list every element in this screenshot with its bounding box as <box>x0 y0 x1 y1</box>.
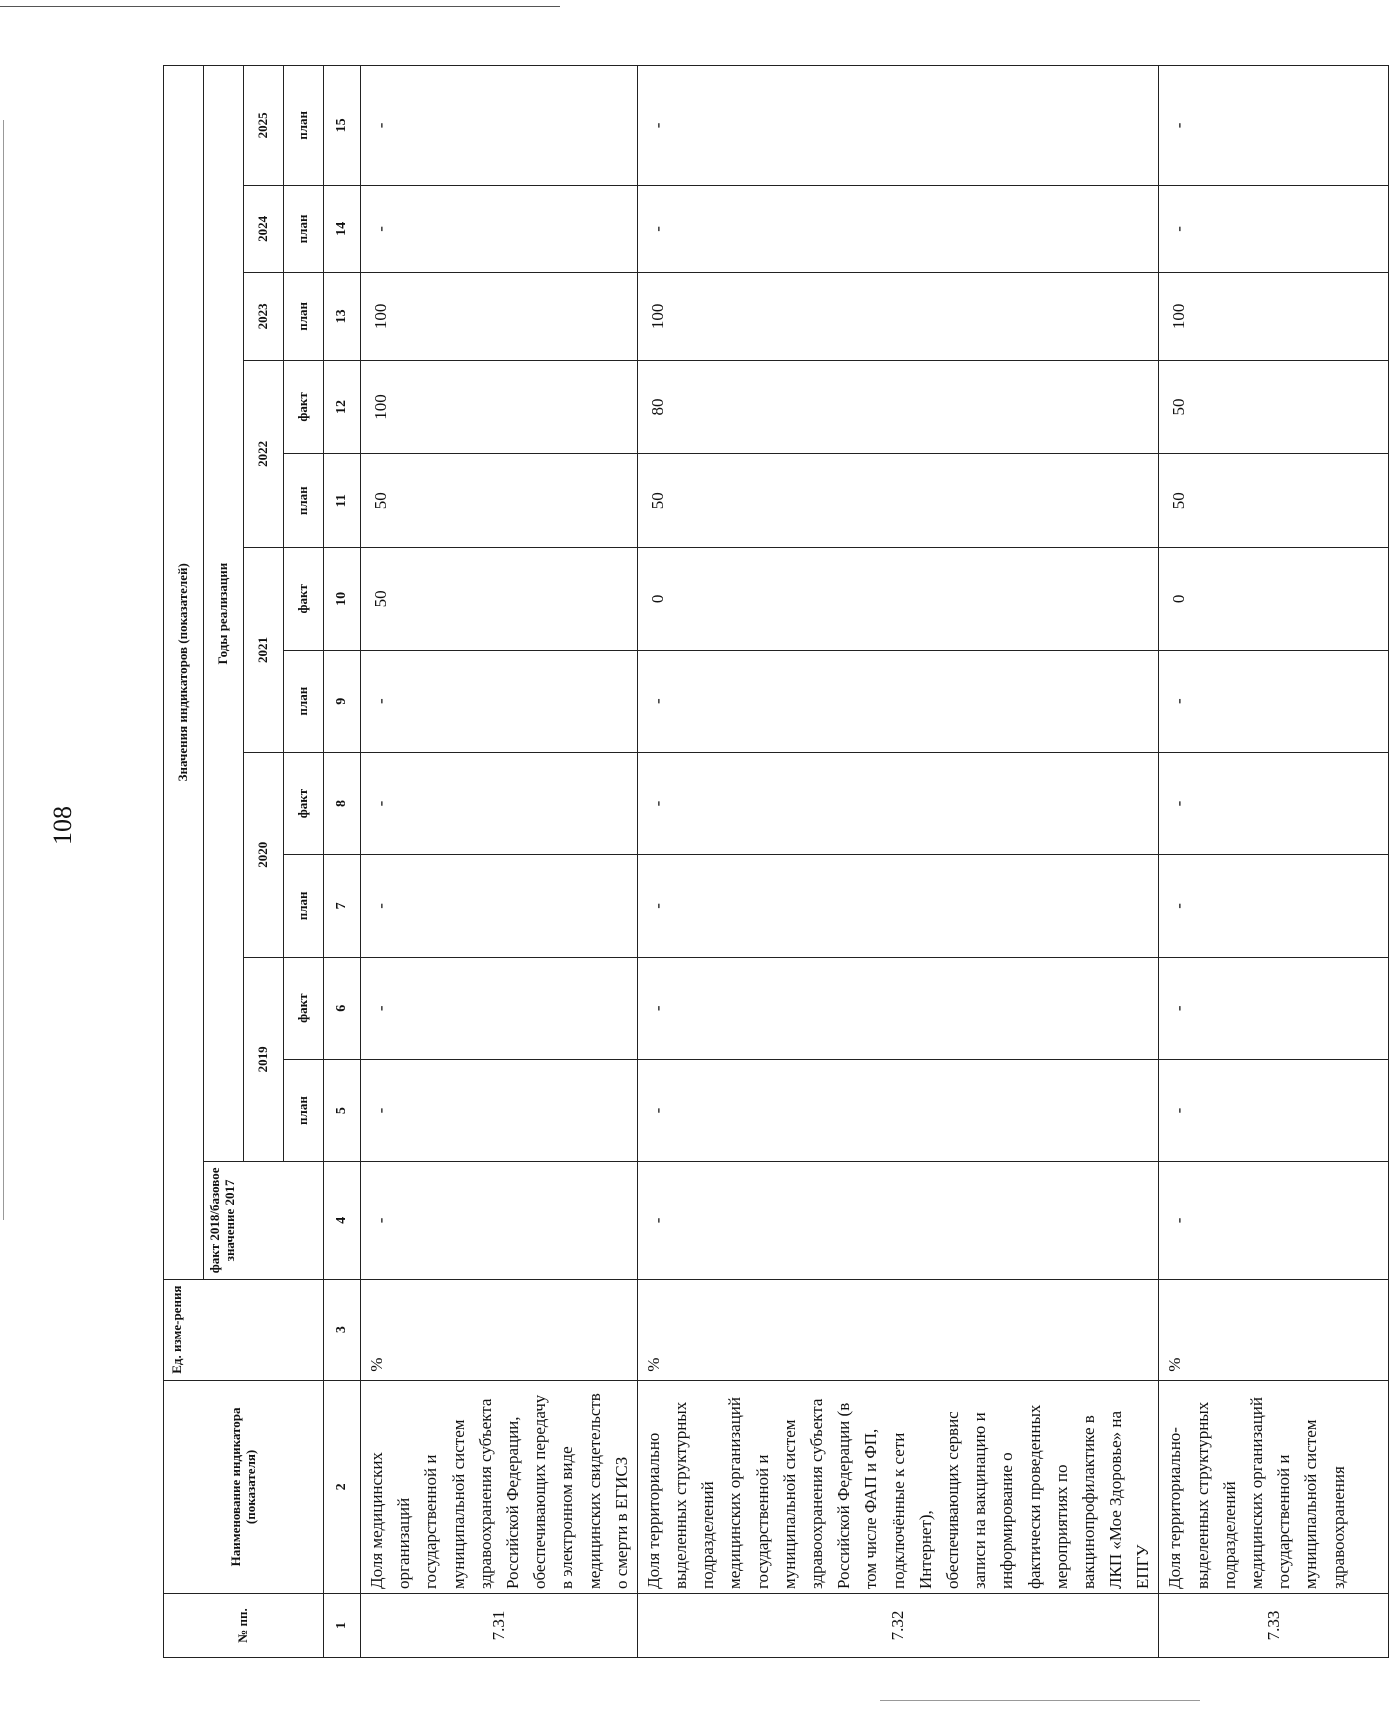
indicator-name: Доля медицинских организаций государственной и муниципальной систем здравоохранения субъекта Российской Федерации, обеспечивающих передачу в электронном виде медицинских свидетельств о смерти в ЕГИСЗ <box>361 1380 638 1593</box>
value-2021-fact: 0 <box>1159 548 1389 650</box>
value-2019-plan: - <box>1159 1059 1389 1161</box>
column-number: 2 <box>324 1380 361 1593</box>
value-2022-plan: 50 <box>637 454 1159 548</box>
value-2020-fact: - <box>637 752 1159 854</box>
value-2022-fact: 80 <box>637 360 1159 454</box>
table-row <box>361 66 638 1658</box>
value-2024-plan: - <box>1159 185 1389 272</box>
value-2023-plan: 100 <box>637 273 1159 360</box>
value-2025-plan: - <box>1159 66 1389 186</box>
row-number: 7.33 <box>1159 1594 1389 1658</box>
header-year-2024: 2024 <box>244 185 284 272</box>
value-2020-plan: - <box>637 855 1159 957</box>
value-2021-fact: 0 <box>637 548 1159 650</box>
header-plan: план <box>284 273 324 360</box>
header-year-2020: 2020 <box>244 752 284 957</box>
header-plan: план <box>284 66 324 186</box>
bottom-edge-line <box>880 1700 1200 1701</box>
header-plan: план <box>284 185 324 272</box>
value-2022-plan: 50 <box>361 454 638 548</box>
column-number: 12 <box>324 360 361 454</box>
value-2020-fact: - <box>1159 752 1389 854</box>
value-2020-plan: - <box>1159 855 1389 957</box>
value-2021-plan: - <box>637 650 1159 752</box>
header-year-2021: 2021 <box>244 548 284 753</box>
column-number: 11 <box>324 454 361 548</box>
value-2021-fact: 50 <box>361 548 638 650</box>
page-number: 108 <box>48 806 77 845</box>
value-2021-plan: - <box>361 650 638 752</box>
table-row <box>637 66 1159 1658</box>
column-number: 7 <box>324 855 361 957</box>
row-number: 7.32 <box>637 1594 1159 1658</box>
value-2025-plan: - <box>361 66 638 186</box>
value-2021-plan: - <box>1159 650 1389 752</box>
column-number: 3 <box>324 1279 361 1380</box>
header-base: факт 2018/базовое значение 2017 <box>204 1162 324 1279</box>
header-fact: факт <box>284 752 324 854</box>
indicator-table-rotated <box>163 65 1348 1658</box>
value-2019-plan: - <box>361 1059 638 1161</box>
column-number: 4 <box>324 1162 361 1279</box>
header-plan: план <box>284 855 324 957</box>
value-2019-fact: - <box>361 957 638 1059</box>
header-plan: план <box>284 1059 324 1161</box>
table-row <box>1159 66 1389 1658</box>
value-2024-plan: - <box>637 185 1159 272</box>
value-2025-plan: - <box>637 66 1159 186</box>
header-year-2022: 2022 <box>244 360 284 548</box>
column-number: 10 <box>324 548 361 650</box>
value-2023-plan: 100 <box>1159 273 1389 360</box>
header-year-2019: 2019 <box>244 957 284 1162</box>
column-number: 1 <box>324 1594 361 1658</box>
column-number: 6 <box>324 957 361 1059</box>
value-2019-fact: - <box>1159 957 1389 1059</box>
base-value: - <box>361 1162 638 1279</box>
unit-value: % <box>361 1279 638 1380</box>
indicator-name: Доля территориально выделенных структурных подразделений медицинских организаций государственной и муниципальной систем здравоохранения субъекта Российской Федерации (в том числе ФАП и ФП, подключённые к сети Интернет), обеспечивающих сервис записи на вакцинацию и информирование о фактически проведенных мероприятиях по вакцинопрофилактике в ЛКП «Мое Здоровье» на ЕПГУ <box>637 1380 1159 1593</box>
value-2020-fact: - <box>361 752 638 854</box>
header-fact: факт <box>284 360 324 454</box>
value-2022-fact: 100 <box>361 360 638 454</box>
base-value: - <box>1159 1162 1389 1279</box>
header-fact: факт <box>284 548 324 650</box>
column-number: 14 <box>324 185 361 272</box>
header-indicator-values: Значения индикаторов (показателей) <box>164 66 204 1280</box>
value-2022-plan: 50 <box>1159 454 1389 548</box>
value-2024-plan: - <box>361 185 638 272</box>
header-plan: план <box>284 650 324 752</box>
header-no: № пп. <box>164 1594 324 1658</box>
row-number: 7.31 <box>361 1594 638 1658</box>
value-2023-plan: 100 <box>361 273 638 360</box>
indicator-table <box>163 65 1389 1658</box>
unit-value: % <box>1159 1279 1389 1380</box>
value-2019-plan: - <box>637 1059 1159 1161</box>
base-value: - <box>637 1162 1159 1279</box>
top-edge-line <box>0 6 560 7</box>
header-unit: Ед. изме-рения <box>164 1279 324 1380</box>
column-number: 5 <box>324 1059 361 1161</box>
header-fact: факт <box>284 957 324 1059</box>
header-years-title: Годы реализации <box>204 66 244 1162</box>
header-year-2025: 2025 <box>244 66 284 186</box>
unit-value: % <box>637 1279 1159 1380</box>
left-edge-line <box>3 120 4 1220</box>
indicator-name: Доля территориально-выделенных структурных подразделений медицинских организаций государственной и муниципальной систем здравоохранения <box>1159 1380 1389 1593</box>
column-number: 8 <box>324 752 361 854</box>
column-number: 15 <box>324 66 361 186</box>
value-2020-plan: - <box>361 855 638 957</box>
value-2019-fact: - <box>637 957 1159 1059</box>
header-plan: план <box>284 454 324 548</box>
column-number: 9 <box>324 650 361 752</box>
value-2022-fact: 50 <box>1159 360 1389 454</box>
column-number: 13 <box>324 273 361 360</box>
header-year-2023: 2023 <box>244 273 284 360</box>
header-name: Наименование индикатора (показателя) <box>164 1380 324 1593</box>
